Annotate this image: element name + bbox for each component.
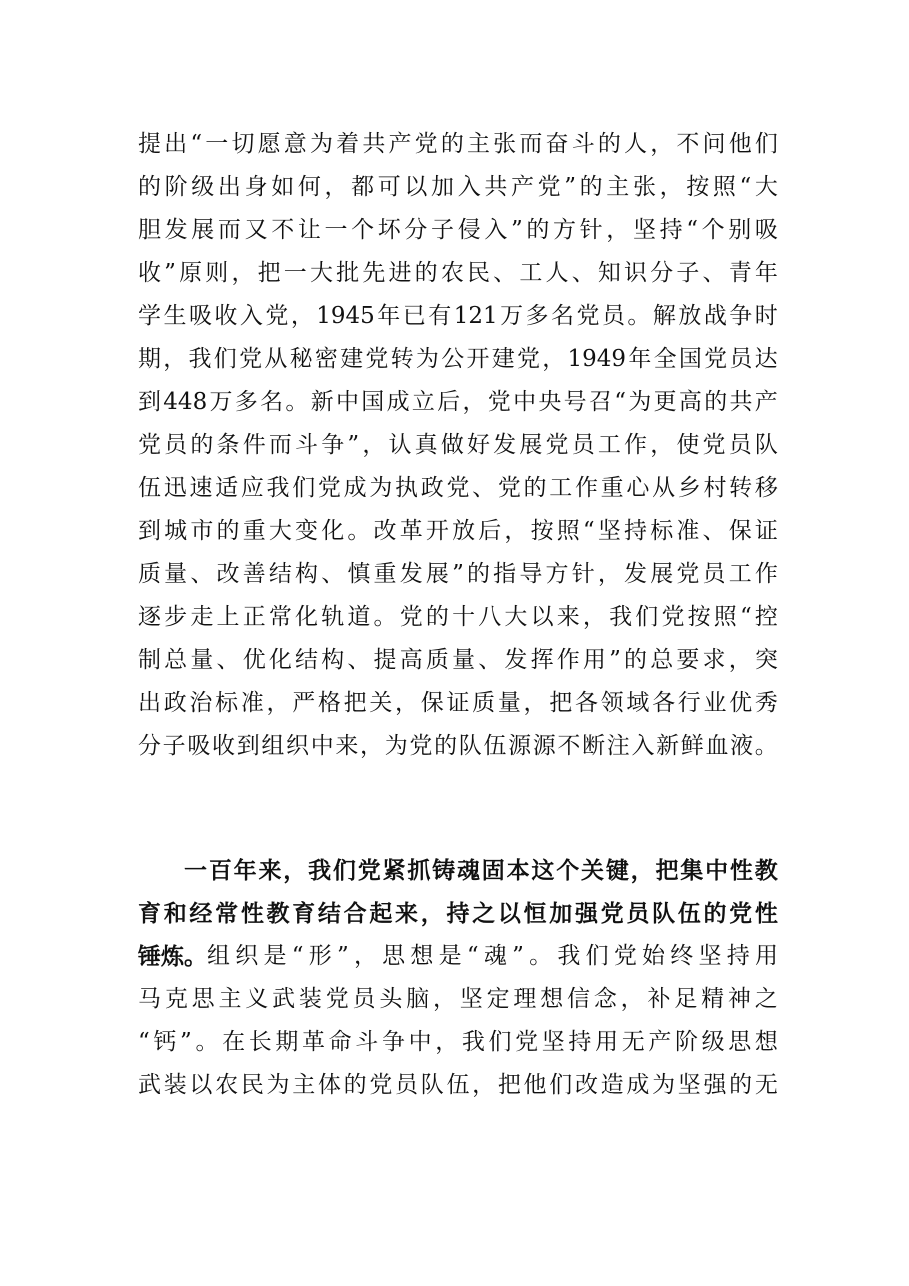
text-line: 的 阶 级 出 身 如 何 ， 都 可 以 加 入 共 产 党 ” 的 主 张 ， 按 照 “ 大 (138, 174, 778, 200)
text-line: 期 ， 我 们 党 从 秘 密 建 党 转 为 公 开 建 党 ， 1949 年 全 国 党 员 达 (138, 346, 778, 372)
paragraph-2 (138, 849, 778, 1107)
text-line: 到 城 市 的 重 大 变 化 。 改 革 开 放 后 ， 按 照 “ 坚 持 标 准 、 保 证 (138, 518, 778, 544)
text-line: 到 448 万 多 名 。 新 中 国 成 立 后 ， 党 中 央 号 召 “ 为 更 高 的 共 产 (138, 389, 778, 415)
text-line-mixed (138, 935, 778, 978)
text-line: 提 出 “ 一 切 愿 意 为 着 共 产 党 的 主 张 而 奋 斗 的 人 ， 不 问 他 们 (138, 131, 778, 157)
text-line-bold: 一 百 年 来 ， 我 们 党 紧 抓 铸 魂 固 本 这 个 关 键 ， 把 集 中 性 教 (184, 857, 778, 884)
regular-text: 组 织 是 “ 形 ” ， 思 想 是 “ 魂 ” 。 我 们 党 始 终 坚 持 用 (207, 943, 778, 969)
text-line: 武 装 以 农 民 为 主 体 的 党 员 队 伍 ， 把 他 们 改 造 成 为 坚 强 的 无 (138, 1072, 778, 1098)
text-line: 党 员 的 条 件 而 斗 争 ” ， 认 真 做 好 发 展 党 员 工 作 ， 使 党 员 队 (138, 432, 778, 458)
text-line: 学 生 吸 收 入 党 ， 1945 年 已 有 121 万 多 名 党 员 。 解 放 战 争 时 (138, 303, 778, 329)
text-line-bold: 育 和 经 常 性 教 育 结 合 起 来 ， 持 之 以 恒 加 强 党 员 队 伍 的 党 性 (138, 900, 778, 927)
text-line: 质 量 、 改 善 结 构 、 慎 重 发 展 ” 的 指 导 方 针 ， 发 展 党 员 工 作 (138, 561, 778, 587)
text-line: 分 子 吸 收 到 组 织 中 来 ， 为 党 的 队 伍 源 源 不 断 注 入 新 鲜 血 液 。 (138, 733, 778, 759)
text-line: 马 克 思 主 义 武 装 党 员 头 脑 ， 坚 定 理 想 信 念 ， 补 足 精 神 之 (138, 986, 778, 1012)
paragraph-1 (138, 123, 778, 768)
text-line: 逐 步 走 上 正 常 化 轨 道 。 党 的 十 八 大 以 来 ， 我 们 党 按 照 “ 控 (138, 604, 778, 630)
text-line: “ 钙 ” 。 在 长 期 革 命 斗 争 中 ， 我 们 党 坚 持 用 无 产 阶 级 思 想 (138, 1029, 778, 1055)
text-line: 出 政 治 标 准 ， 严 格 把 关 ， 保 证 质 量 ， 把 各 领 域 各 行 业 优 秀 (138, 690, 778, 716)
text-line: 收 ” 原 则 ， 把 一 大 批 先 进 的 农 民 、 工 人 、 知 识 分 子 、 青 年 (138, 260, 778, 286)
text-line: 胆 发 展 而 又 不 让 一 个 坏 分 子 侵 入 ” 的 方 针 ， 坚 持 “ 个 别 吸 (138, 217, 778, 243)
text-line: 伍 迅 速 适 应 我 们 党 成 为 执 政 党 、 党 的 工 作 重 心 从 乡 村 转 移 (138, 475, 778, 501)
bold-lead-text: 锤炼。 (138, 943, 207, 970)
text-line: 制 总 量 、 优 化 结 构 、 提 高 质 量 、 发 挥 作 用 ” 的 总 要 求 ， 突 (138, 647, 778, 673)
